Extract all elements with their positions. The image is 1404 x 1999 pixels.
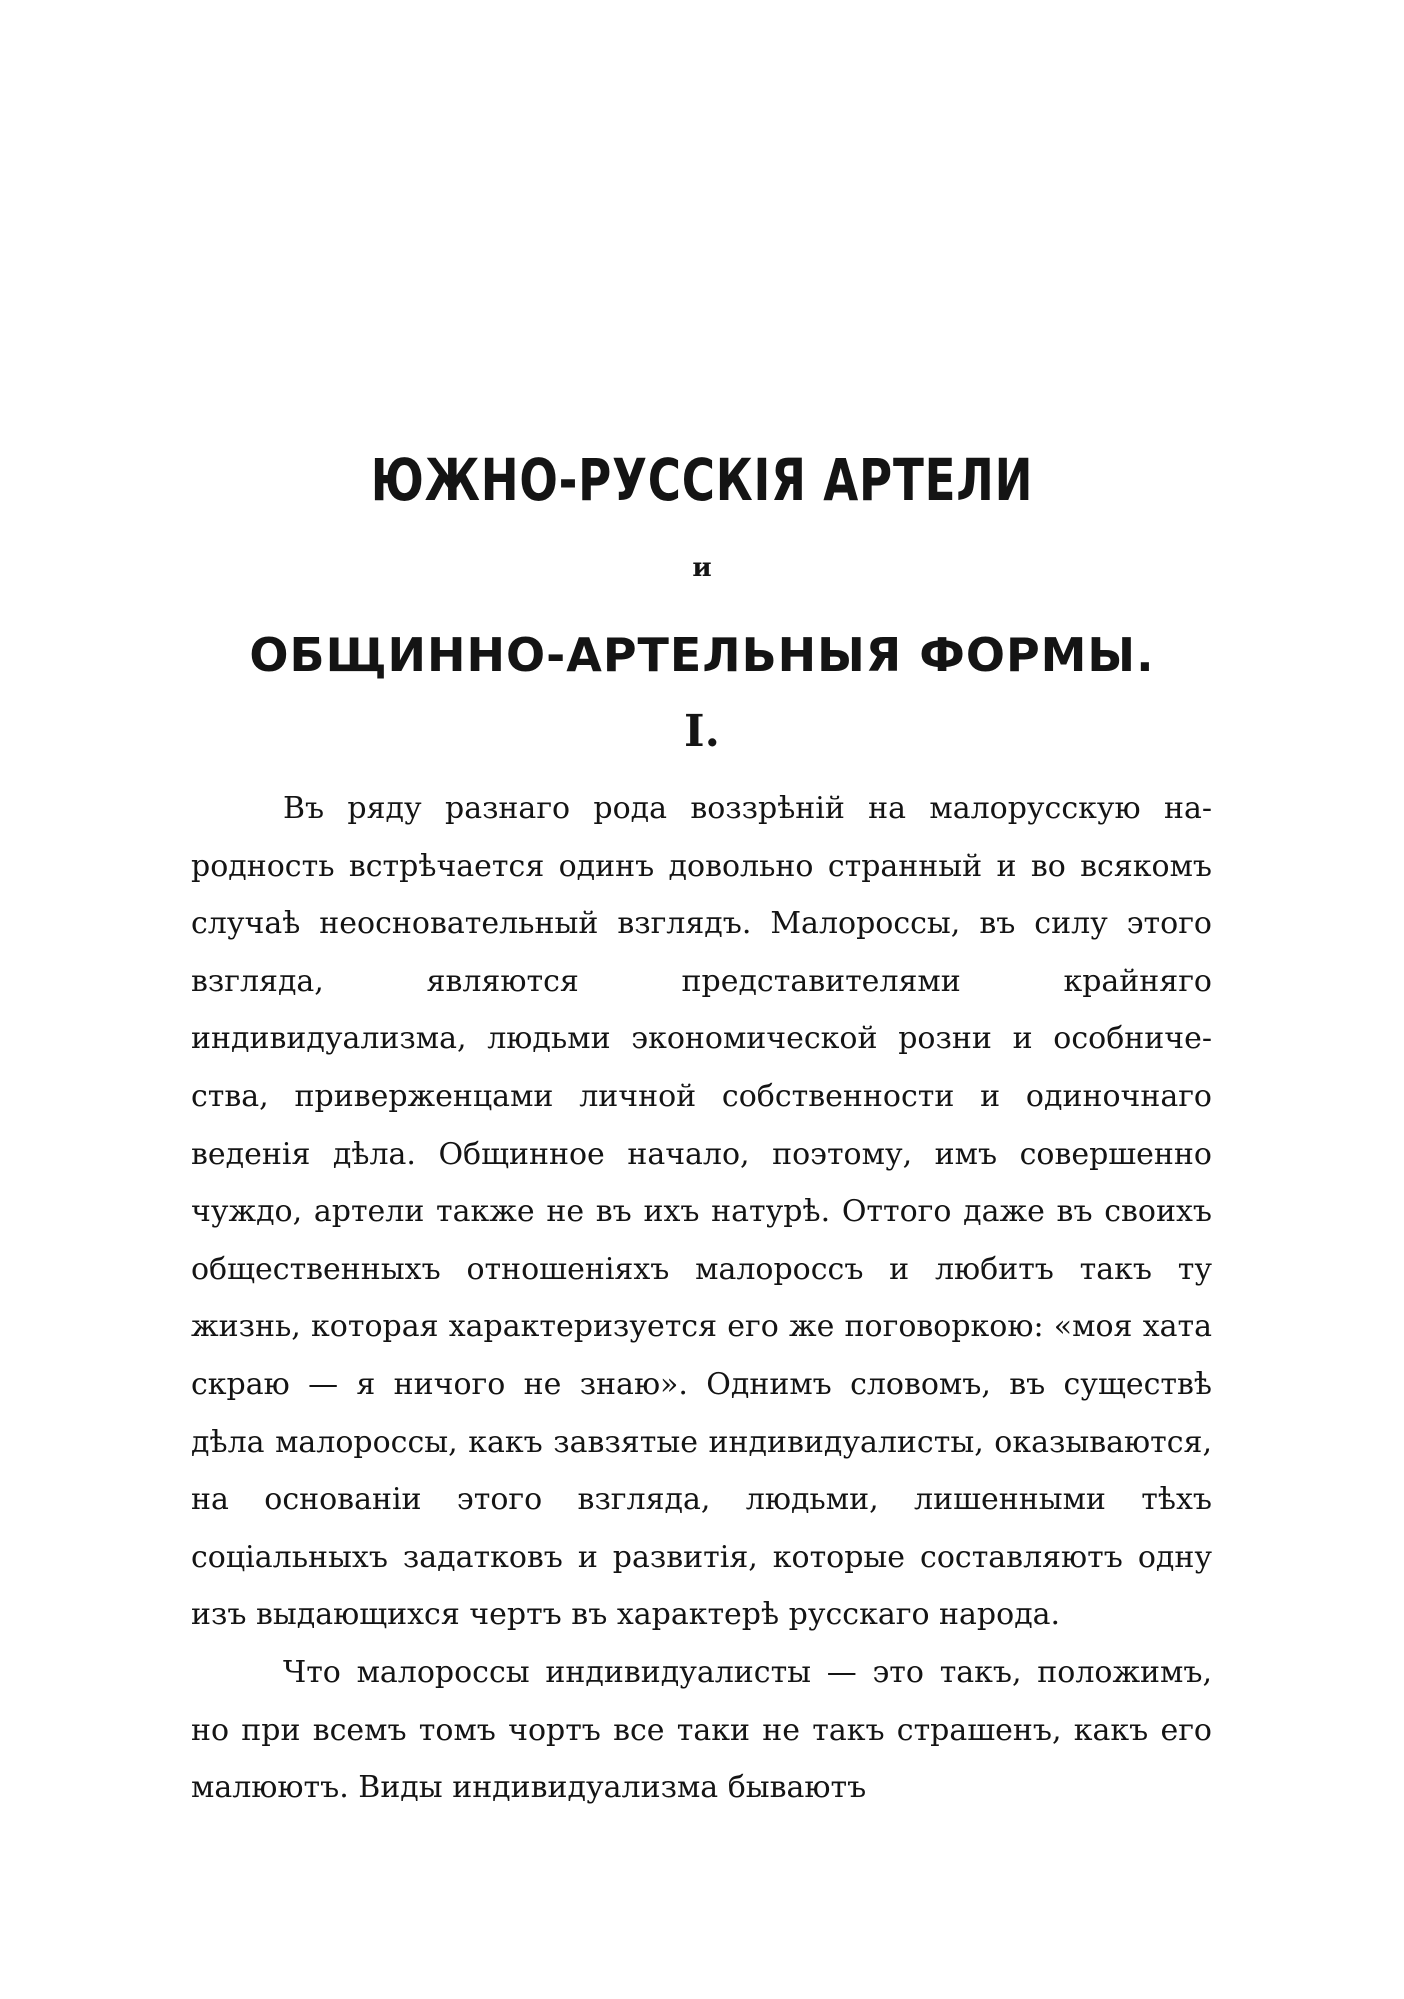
chapter-subtitle: ОБЩИННО-АРТЕЛЬНЫЯ ФОРМЫ. bbox=[249, 628, 1155, 682]
body-text bbox=[191, 780, 1212, 1817]
title-conjunction: и bbox=[692, 553, 712, 583]
section-number: I. bbox=[684, 706, 720, 757]
paragraph: Въ ряду разнаго рода воззрѣній на малорусскую народность встрѣчается одинъ довольно странный и во всякомъ случаѣ неосновательный взглядъ. Малороссы, въ силу этого взгляда, являются представителями крайняго индивидуализма, людьми экономической розни и особничества, приверженцами личной собственности и одиночнаго веденія дѣла. Общинное начало, поэтому, имъ совершенно чуждо, артели также не въ ихъ натурѣ. Оттого даже въ своихъ общественныхъ отношеніяхъ малороссъ и любитъ такъ ту жизнь, которая характеризуется его же поговоркою: «моя хата скраю — я ничого не знаю». Однимъ словомъ, въ существѣ дѣла малороссы, какъ завзятые индивидуалисты, оказываются, на основаніи этого взгляда, людьми, лишенными тѣхъ соціальныхъ задатковъ и развитія, которые составляютъ одну изъ выдающихся чертъ въ характерѣ русскаго народа. bbox=[191, 791, 1212, 1633]
chapter-title: ЮЖНО-РУССКІЯ АРТЕЛИ bbox=[370, 446, 1034, 514]
paragraph: Что малороссы индивидуалисты — это такъ, положимъ, но при всемъ томъ чортъ все таки не такъ страшенъ, какъ его малюютъ. Виды индивидуализма бываютъ bbox=[191, 1654, 1212, 1806]
